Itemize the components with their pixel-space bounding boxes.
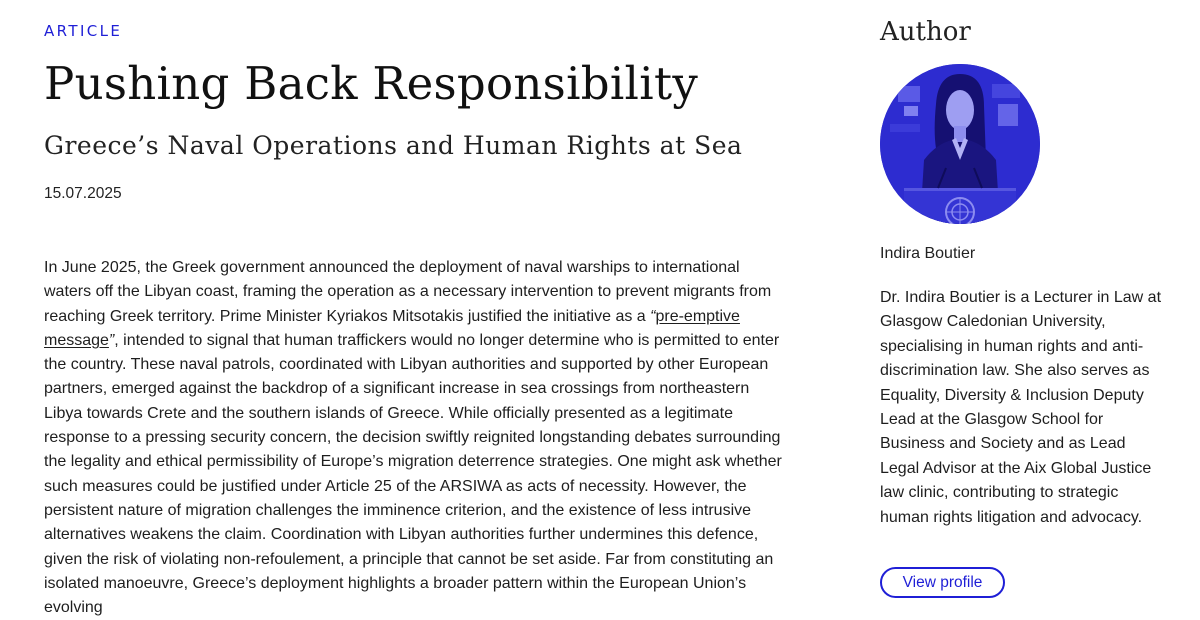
body-text-part-2: , intended to signal that human traffickers would no longer determine who is permitted to enter the country. These naval patrols, coordinated with Libyan authorities and supported by other European partners, emerged against the backdrop of a significant increase in sea crossings from northeastern Libya towards Crete and the southern islands of Greece. While officially presented as a legitimate response to a pressing security concern, the decision swiftly reignited longstanding debates surrounding the legality and ethical permissibility of Europe’s migration deterrence strategies. One might ask whether such measures could be justified under Article 25 of the ARSIWA as acts of necessity. However, the persistent nature of migration challenges the imminence criterion, and the existence of less intrusive alternatives weakens the claim. Coordination with Libyan authorities further undermines this defence, given the risk of violating non-refoulement, a principle that cannot be set aside. Far from constituting an isolated manoeuvre, Greece’s deployment highlights a broader pattern within the European Union’s evolving bbox=[44, 331, 782, 617]
view-profile-button[interactable]: View profile bbox=[880, 567, 1005, 598]
author-name: Indira Boutier bbox=[880, 245, 976, 262]
author-bio: Dr. Indira Boutier is a Lecturer in Law at Glasgow Caledonian University, specialising in human rights and anti-discrimination law. She also serves as Equality, Diversity & Inclusion Deputy Lead at the Glasgow School for Business and Society and as Lead Legal Advisor at the Aix Global Justice law clinic, contributing to strategic human rights litigation and advocacy. bbox=[880, 289, 1162, 526]
quote-open: “ bbox=[650, 307, 656, 325]
author-avatar bbox=[880, 64, 1040, 224]
article-body bbox=[44, 256, 784, 620]
author-portrait-image bbox=[880, 64, 1040, 224]
quote-close: ” bbox=[108, 331, 115, 349]
page-subtitle: Greece’s Naval Operations and Human Rights at Sea bbox=[44, 131, 743, 160]
body-text-part-1: In June 2025, the Greek government announced the deployment of naval warships to international waters off the Libyan coast, framing the operation as a necessary intervention to prevent migrants from reaching Greek territory. Prime Minister Kyriakos Mitsotakis justified the initiative as a bbox=[44, 259, 772, 325]
author-heading: Author bbox=[880, 17, 971, 47]
page-title: Pushing Back Responsibility bbox=[44, 57, 699, 110]
pre-emptive-message-link[interactable]: pre-emptive message bbox=[44, 307, 740, 349]
article-kicker: ARTICLE bbox=[44, 22, 123, 40]
publish-date: 15.07.2025 bbox=[44, 185, 122, 202]
